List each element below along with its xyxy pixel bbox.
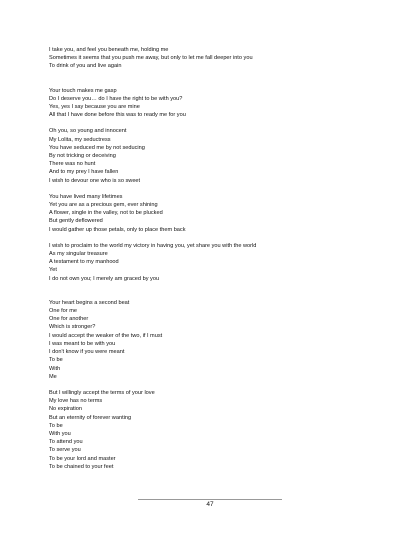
poem-line: Yet you are as a precious gem, ever shining [49,202,158,209]
poem-line: But gently deflowered [49,218,103,225]
poem-line: I would gather up those petals, only to place them back [49,226,186,233]
poem-line: One for me [49,308,77,315]
poem-line: Yet [49,267,57,274]
poem-line: No expiration [49,406,82,413]
poem-line: A flower, single in the valley, not to be plucked [49,210,163,217]
poem-line: One for another [49,316,89,323]
poem-line: My Lolita, my seductress [49,136,111,143]
poem-line: Your touch makes me gasp [49,87,117,94]
stanza-gap [49,185,389,193]
poem-line: You have seduced me by not seducing [49,144,145,151]
stanza-4 [49,193,389,234]
poem-line: To drink of you and live again [49,63,122,70]
poem-line: To be [49,357,63,364]
poem-line: I wish to devour one who is so sweet [49,177,141,184]
stanza-gap [49,234,389,242]
poem-line: To serve you [49,447,81,454]
poem-line: Oh you, so young and innocent [49,128,127,135]
poem-line: Me [49,373,57,380]
poem-line: To be your lord and master [49,455,116,462]
poem-line: I wish to proclaim to the world my victory in having you, yet share you with the world [49,242,257,249]
poem-line: With [49,365,61,372]
poem-line: To be chained to your feet [49,463,114,470]
poem-line: But I willingly accept the terms of your love [49,389,155,396]
poem-line: I was meant to be with you [49,340,116,347]
poem-line: All that I have done before this was to ready me for you [49,112,186,119]
poem-line: My love has no terms [49,398,103,405]
stanza-gap [49,381,389,389]
poem-body [49,46,389,471]
poem-line: I do not own you; I merely am graced by you [49,275,160,282]
poem-line: I take you, and feel you beneath me, holding me [49,47,169,53]
poem-line: Your heart begins a second beat [49,299,130,306]
page-number: 47 [206,501,214,508]
poem-line: Sometimes it seems that you push me away, but only to let me fall deeper into you [49,55,253,62]
stanza-gap [49,283,389,299]
poem-line: I don't know if you were meant [49,349,125,356]
poem-line: A testament to my manhood [49,259,119,266]
poem-line: As my singular treasure [49,251,108,258]
stanza-1 [49,46,389,71]
poem-line: Do I deserve you… do I have the right to be with you? [49,95,183,102]
stanza-7 [49,389,389,471]
stanza-6 [49,299,389,381]
poem-line: And to my prey I have fallen [49,169,119,176]
poem-line: With you [49,430,71,437]
poem-line: To attend you [49,439,83,446]
stanza-gap [49,71,389,87]
poem-line: You have lived many lifetimes [49,193,123,200]
stanza-2 [49,87,389,120]
poem-line: I would accept the weaker of the two, if I must [49,332,163,339]
poem-line: By not tricking or deceiving [49,153,116,160]
poem-line: But an eternity of forever wanting [49,414,132,421]
poem-line: Which is stronger? [49,324,96,331]
poem-line: Yes, yes I say because you are mine [49,104,140,111]
stanza-gap [49,119,389,127]
stanza-3 [49,127,389,184]
stanza-5 [49,242,389,283]
poem-line: There was no hunt [49,161,96,168]
footer-divider [138,499,282,500]
poem-line: To be [49,422,63,429]
